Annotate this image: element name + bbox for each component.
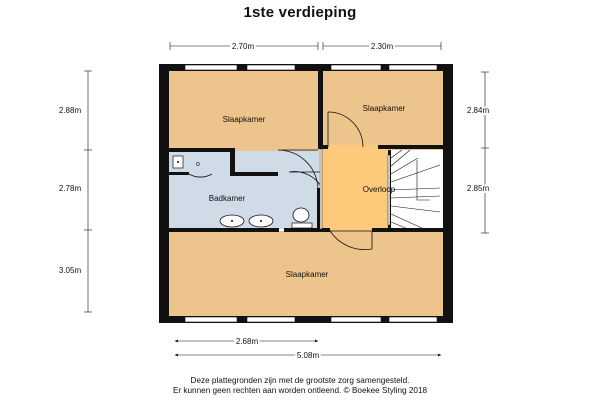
wall-top-right-bottom bbox=[318, 145, 328, 149]
wall-top-right-bottom-2 bbox=[378, 145, 443, 149]
dim-line-right bbox=[481, 72, 489, 233]
window-bottom-4 bbox=[389, 317, 437, 322]
wall-vertical-center-top bbox=[318, 71, 323, 145]
room-label-slaapkamer-top-left: Slaapkamer bbox=[222, 115, 266, 124]
wall-toilet-bottom bbox=[169, 172, 189, 175]
dim-top-right: 2.30m bbox=[370, 42, 394, 51]
dim-bottom-partial: 2.68m bbox=[235, 337, 259, 346]
dim-left-upper: 2.88m bbox=[58, 106, 82, 115]
outer-wall-left bbox=[159, 64, 169, 322]
window-top-2 bbox=[247, 65, 295, 70]
window-top-1 bbox=[185, 65, 237, 70]
window-bottom-3 bbox=[331, 317, 381, 322]
dim-right-upper: 2.84m bbox=[466, 106, 490, 115]
window-bottom-2 bbox=[247, 317, 295, 322]
dim-left-lower: 3.05m bbox=[58, 266, 82, 275]
dim-right-middle: 2.85m bbox=[466, 184, 490, 193]
wall-bad-bottom bbox=[169, 228, 279, 232]
window-bottom-1 bbox=[185, 317, 237, 322]
plan-title: 1ste verdieping bbox=[243, 4, 357, 21]
sink-right-icon bbox=[249, 215, 273, 227]
window-top-4 bbox=[389, 65, 437, 70]
footer-disclaimer-line-1: Deze plattegronden zijn met de grootste zorg samengesteld. bbox=[190, 376, 410, 385]
outer-wall-right bbox=[443, 64, 453, 322]
wall-bad-top-1 bbox=[169, 148, 232, 152]
sink-left-icon bbox=[220, 215, 244, 227]
wall-bad-top-2 bbox=[230, 148, 235, 175]
dim-top-left: 2.70m bbox=[231, 42, 255, 51]
room-label-badkamer: Badkamer bbox=[208, 194, 246, 203]
room-label-overloop: Overloop bbox=[362, 185, 396, 194]
dim-left-middle: 2.78m bbox=[58, 184, 82, 193]
railing-overloop bbox=[320, 149, 322, 229]
window-top-3 bbox=[331, 65, 381, 70]
room-label-slaapkamer-bottom: Slaapkamer bbox=[285, 270, 329, 279]
dim-line-left bbox=[84, 71, 92, 312]
dim-bottom-total: 5.08m bbox=[296, 351, 320, 360]
hand-basin-icon bbox=[173, 156, 183, 168]
slaapkamer-top-left-floor bbox=[167, 71, 319, 151]
spigot-mark: o bbox=[196, 161, 200, 168]
room-label-slaapkamer-top-right: Slaapkamer bbox=[362, 104, 406, 113]
wall-bad-top-3 bbox=[230, 172, 278, 176]
footer-disclaimer-line-2: Er kunnen geen rechten aan worden ontleend. © Boekee Styling 2018 bbox=[172, 386, 428, 395]
wall-bad-bottom-2 bbox=[284, 228, 330, 232]
